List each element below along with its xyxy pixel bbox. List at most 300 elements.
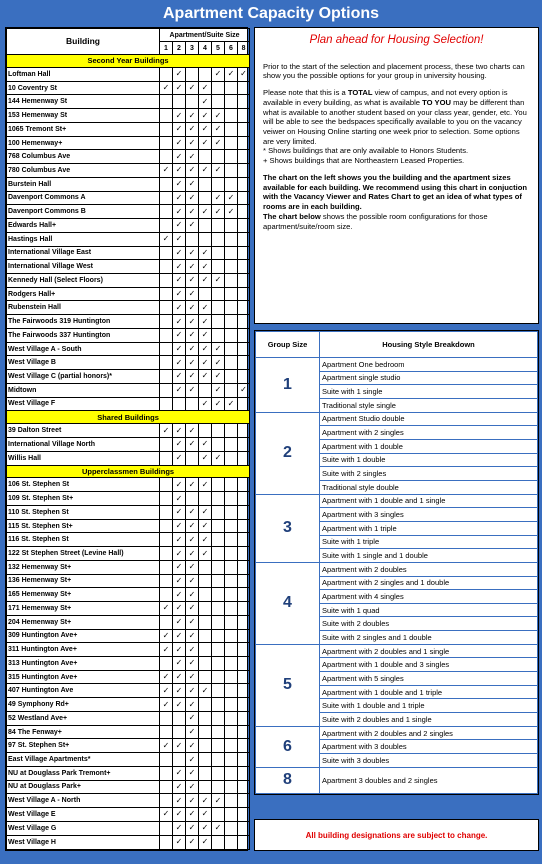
check-icon: ✓ xyxy=(186,794,199,808)
check-icon: ✓ xyxy=(186,711,199,725)
empty-cell xyxy=(212,505,225,519)
empty-cell xyxy=(160,588,173,602)
check-icon: ✓ xyxy=(199,370,212,384)
check-icon: ✓ xyxy=(186,657,199,671)
table-row xyxy=(7,574,250,588)
building-name: 768 Columbus Ave xyxy=(7,150,160,164)
check-icon: ✓ xyxy=(199,205,212,219)
empty-cell xyxy=(160,835,173,849)
empty-cell xyxy=(173,711,186,725)
empty-cell xyxy=(160,478,173,492)
check-icon: ✓ xyxy=(186,342,199,356)
empty-cell xyxy=(225,588,238,602)
empty-cell xyxy=(199,753,212,767)
housing-style: Apartment with 2 doubles xyxy=(320,562,538,576)
empty-cell xyxy=(238,260,250,274)
check-icon: ✓ xyxy=(173,342,186,356)
check-icon: ✓ xyxy=(199,519,212,533)
empty-cell xyxy=(160,301,173,315)
empty-cell xyxy=(199,602,212,616)
check-icon: ✓ xyxy=(199,533,212,547)
check-icon: ✓ xyxy=(199,95,212,109)
building-name: 97 St. Stephen St+ xyxy=(7,739,160,753)
building-name: 39 Dalton Street xyxy=(7,424,160,438)
housing-style: Apartment with 1 double and 3 singles xyxy=(320,658,538,672)
housing-style: Apartment with 3 singles xyxy=(320,508,538,522)
empty-cell xyxy=(212,780,225,794)
empty-cell xyxy=(212,519,225,533)
empty-cell xyxy=(225,287,238,301)
housing-style: Apartment with 1 double and 1 triple xyxy=(320,685,538,699)
empty-cell xyxy=(225,657,238,671)
empty-cell xyxy=(238,205,250,219)
check-icon: ✓ xyxy=(186,505,199,519)
style-row xyxy=(256,562,538,576)
empty-cell xyxy=(173,753,186,767)
check-icon: ✓ xyxy=(186,424,199,438)
empty-cell xyxy=(160,370,173,384)
check-icon: ✓ xyxy=(173,684,186,698)
empty-cell xyxy=(212,328,225,342)
check-icon: ✓ xyxy=(173,356,186,370)
check-icon: ✓ xyxy=(173,657,186,671)
building-size-table xyxy=(5,27,248,851)
check-icon: ✓ xyxy=(173,492,186,506)
check-icon: ✓ xyxy=(173,560,186,574)
empty-cell xyxy=(199,766,212,780)
table-row xyxy=(7,315,250,329)
building-name: International Village West xyxy=(7,260,160,274)
check-icon: ✓ xyxy=(186,81,199,95)
check-icon: ✓ xyxy=(186,602,199,616)
empty-cell xyxy=(238,397,250,411)
empty-cell xyxy=(238,177,250,191)
check-icon: ✓ xyxy=(160,424,173,438)
table-row xyxy=(7,122,250,136)
empty-cell xyxy=(199,780,212,794)
intro-paragraph-2: Please note that this is a TOTAL view of campus, and not every option is available in every building, as what is available TO YOU may be different than what is available to another student based on your class year, gender, etc. You will be able to see the bedspaces specifically available to you on the vacancy veiwer on Housing Online starting one week prior to selection. Some options are very limited. * Shows buildings that are only available to Honors Students. + Shows buildings that are Northeastern Leased Properties. xyxy=(263,88,527,166)
empty-cell xyxy=(238,588,250,602)
building-name: NU at Douglass Park Tremont+ xyxy=(7,766,160,780)
group-size-2: 2 xyxy=(256,412,320,494)
check-icon: ✓ xyxy=(186,356,199,370)
empty-cell xyxy=(173,95,186,109)
empty-cell xyxy=(238,122,250,136)
empty-cell xyxy=(212,670,225,684)
check-icon: ✓ xyxy=(173,602,186,616)
check-icon: ✓ xyxy=(199,136,212,150)
check-icon: ✓ xyxy=(173,478,186,492)
empty-cell xyxy=(160,753,173,767)
empty-cell xyxy=(212,725,225,739)
check-icon: ✓ xyxy=(186,109,199,123)
empty-cell xyxy=(238,574,250,588)
building-name: West Village E xyxy=(7,808,160,822)
housing-style: Suite with 2 singles xyxy=(320,467,538,481)
building-column-header: Building xyxy=(7,29,160,55)
check-icon: ✓ xyxy=(199,835,212,849)
check-icon: ✓ xyxy=(186,725,199,739)
size-column-6: 6 xyxy=(225,42,238,55)
style-row xyxy=(256,767,538,793)
empty-cell xyxy=(225,835,238,849)
empty-cell xyxy=(212,315,225,329)
empty-cell xyxy=(199,232,212,246)
empty-cell xyxy=(238,219,250,233)
empty-cell xyxy=(225,808,238,822)
check-icon: ✓ xyxy=(173,219,186,233)
housing-style: Apartment single studio xyxy=(320,371,538,385)
housing-style: Suite with 2 singles and 1 double xyxy=(320,631,538,645)
check-icon: ✓ xyxy=(212,451,225,465)
empty-cell xyxy=(199,287,212,301)
empty-cell xyxy=(212,287,225,301)
check-icon: ✓ xyxy=(173,328,186,342)
table-row xyxy=(7,753,250,767)
empty-cell xyxy=(160,205,173,219)
empty-cell xyxy=(212,219,225,233)
table-row xyxy=(7,150,250,164)
building-name: Willis Hall xyxy=(7,451,160,465)
check-icon: ✓ xyxy=(186,560,199,574)
check-icon: ✓ xyxy=(173,136,186,150)
empty-cell xyxy=(199,588,212,602)
housing-style: Suite with 2 doubles xyxy=(320,617,538,631)
table-row xyxy=(7,684,250,698)
table-row xyxy=(7,478,250,492)
table-row xyxy=(7,177,250,191)
group-size-8: 8 xyxy=(256,767,320,793)
building-name: Rodgers Hall+ xyxy=(7,287,160,301)
building-name: 115 St. Stephen St+ xyxy=(7,519,160,533)
table-row xyxy=(7,273,250,287)
empty-cell xyxy=(212,643,225,657)
check-icon: ✓ xyxy=(199,808,212,822)
check-icon: ✓ xyxy=(186,780,199,794)
empty-cell xyxy=(186,492,199,506)
empty-cell xyxy=(160,492,173,506)
empty-cell xyxy=(212,835,225,849)
empty-cell xyxy=(199,711,212,725)
check-icon: ✓ xyxy=(173,67,186,81)
empty-cell xyxy=(186,95,199,109)
empty-cell xyxy=(238,547,250,561)
style-row xyxy=(256,644,538,658)
empty-cell xyxy=(160,711,173,725)
empty-cell xyxy=(212,478,225,492)
empty-cell xyxy=(212,753,225,767)
building-name: 52 Westland Ave+ xyxy=(7,711,160,725)
building-name: 171 Hemenway St+ xyxy=(7,602,160,616)
empty-cell xyxy=(160,821,173,835)
empty-cell xyxy=(238,95,250,109)
check-icon: ✓ xyxy=(173,191,186,205)
empty-cell xyxy=(238,794,250,808)
housing-style: Traditional style double xyxy=(320,480,538,494)
check-icon: ✓ xyxy=(186,643,199,657)
building-name: 109 St. Stephen St+ xyxy=(7,492,160,506)
empty-cell xyxy=(160,342,173,356)
housing-style: Apartment with 4 singles xyxy=(320,590,538,604)
building-name: 110 St. Stephen St xyxy=(7,505,160,519)
check-icon: ✓ xyxy=(186,177,199,191)
building-name: 165 Hemenway St+ xyxy=(7,588,160,602)
empty-cell xyxy=(160,574,173,588)
empty-cell xyxy=(160,136,173,150)
size-column-2: 2 xyxy=(173,42,186,55)
empty-cell xyxy=(212,547,225,561)
table-row xyxy=(7,643,250,657)
table-row xyxy=(7,164,250,178)
empty-cell xyxy=(238,273,250,287)
empty-cell xyxy=(199,67,212,81)
empty-cell xyxy=(199,150,212,164)
empty-cell xyxy=(160,533,173,547)
building-name: 407 Huntington Ave xyxy=(7,684,160,698)
building-name: Loftman Hall xyxy=(7,67,160,81)
check-icon: ✓ xyxy=(186,191,199,205)
empty-cell xyxy=(160,122,173,136)
spacer-bar xyxy=(254,795,539,818)
empty-cell xyxy=(212,533,225,547)
check-icon: ✓ xyxy=(199,505,212,519)
building-name: International Village East xyxy=(7,246,160,260)
empty-cell xyxy=(225,615,238,629)
table-row xyxy=(7,438,250,452)
empty-cell xyxy=(238,615,250,629)
style-row xyxy=(256,494,538,508)
check-icon: ✓ xyxy=(186,478,199,492)
check-icon: ✓ xyxy=(186,328,199,342)
empty-cell xyxy=(225,356,238,370)
check-icon: ✓ xyxy=(238,67,250,81)
empty-cell xyxy=(212,424,225,438)
building-name: 313 Huntington Ave+ xyxy=(7,657,160,671)
check-icon: ✓ xyxy=(173,177,186,191)
table-row xyxy=(7,739,250,753)
empty-cell xyxy=(160,260,173,274)
building-name: Midtown xyxy=(7,383,160,397)
empty-cell xyxy=(160,766,173,780)
empty-cell xyxy=(199,670,212,684)
empty-cell xyxy=(238,657,250,671)
building-name: Kennedy Hall (Select Floors) xyxy=(7,273,160,287)
check-icon: ✓ xyxy=(199,301,212,315)
empty-cell xyxy=(238,698,250,712)
check-icon: ✓ xyxy=(199,273,212,287)
section-header: Second Year Buildings xyxy=(7,55,250,68)
empty-cell xyxy=(212,684,225,698)
check-icon: ✓ xyxy=(186,629,199,643)
empty-cell xyxy=(238,246,250,260)
check-icon: ✓ xyxy=(212,383,225,397)
check-icon: ✓ xyxy=(186,533,199,547)
housing-style: Apartment 3 doubles and 2 singles xyxy=(320,767,538,793)
empty-cell xyxy=(238,670,250,684)
check-icon: ✓ xyxy=(173,451,186,465)
empty-cell xyxy=(225,739,238,753)
empty-cell xyxy=(225,273,238,287)
empty-cell xyxy=(238,356,250,370)
empty-cell xyxy=(225,383,238,397)
table-row xyxy=(7,533,250,547)
empty-cell xyxy=(225,670,238,684)
empty-cell xyxy=(160,191,173,205)
empty-cell xyxy=(238,301,250,315)
table-row xyxy=(7,383,250,397)
building-name: 204 Hemenway St+ xyxy=(7,615,160,629)
check-icon: ✓ xyxy=(199,81,212,95)
housing-style: Suite with 1 triple xyxy=(320,535,538,549)
empty-cell xyxy=(212,698,225,712)
housing-style: Apartment with 1 double and 1 single xyxy=(320,494,538,508)
building-name: Davenport Commons B xyxy=(7,205,160,219)
empty-cell xyxy=(199,725,212,739)
empty-cell xyxy=(225,780,238,794)
table-row xyxy=(7,424,250,438)
building-name: 780 Columbus Ave xyxy=(7,164,160,178)
table-row xyxy=(7,725,250,739)
empty-cell xyxy=(199,615,212,629)
check-icon: ✓ xyxy=(212,370,225,384)
check-icon: ✓ xyxy=(225,67,238,81)
empty-cell xyxy=(238,519,250,533)
building-name: 10 Coventry St xyxy=(7,81,160,95)
empty-cell xyxy=(238,643,250,657)
check-icon: ✓ xyxy=(212,273,225,287)
empty-cell xyxy=(212,177,225,191)
leased-note: + Shows buildings that are Northeastern Leased Properties. xyxy=(263,156,465,166)
table-row xyxy=(7,342,250,356)
empty-cell xyxy=(225,711,238,725)
check-icon: ✓ xyxy=(212,794,225,808)
empty-cell xyxy=(212,615,225,629)
table-row xyxy=(7,356,250,370)
housing-style: Apartment with 5 singles xyxy=(320,672,538,686)
check-icon: ✓ xyxy=(173,821,186,835)
check-icon: ✓ xyxy=(199,109,212,123)
empty-cell xyxy=(160,547,173,561)
check-icon: ✓ xyxy=(173,835,186,849)
style-row xyxy=(256,726,538,740)
check-icon: ✓ xyxy=(173,438,186,452)
style-row xyxy=(256,412,538,426)
empty-cell xyxy=(199,739,212,753)
empty-cell xyxy=(160,780,173,794)
table-row xyxy=(7,397,250,411)
check-icon: ✓ xyxy=(173,164,186,178)
empty-cell xyxy=(160,657,173,671)
check-icon: ✓ xyxy=(199,451,212,465)
table-row xyxy=(7,519,250,533)
empty-cell xyxy=(238,109,250,123)
table-row xyxy=(7,780,250,794)
empty-cell xyxy=(238,315,250,329)
empty-cell xyxy=(225,574,238,588)
empty-cell xyxy=(238,780,250,794)
check-icon: ✓ xyxy=(186,547,199,561)
table-row xyxy=(7,451,250,465)
check-icon: ✓ xyxy=(212,164,225,178)
check-icon: ✓ xyxy=(225,191,238,205)
empty-cell xyxy=(212,438,225,452)
empty-cell xyxy=(238,753,250,767)
empty-cell xyxy=(225,109,238,123)
empty-cell xyxy=(238,370,250,384)
check-icon: ✓ xyxy=(173,739,186,753)
check-icon: ✓ xyxy=(186,122,199,136)
check-icon: ✓ xyxy=(173,260,186,274)
check-icon: ✓ xyxy=(199,356,212,370)
check-icon: ✓ xyxy=(160,698,173,712)
housing-style: Apartment with 2 doubles and 1 single xyxy=(320,644,538,658)
check-icon: ✓ xyxy=(160,81,173,95)
empty-cell xyxy=(238,342,250,356)
building-name: 136 Hemenway St+ xyxy=(7,574,160,588)
table-row xyxy=(7,287,250,301)
check-icon: ✓ xyxy=(186,753,199,767)
check-icon: ✓ xyxy=(225,205,238,219)
empty-cell xyxy=(225,164,238,178)
empty-cell xyxy=(238,424,250,438)
empty-cell xyxy=(212,95,225,109)
table-row xyxy=(7,246,250,260)
empty-cell xyxy=(225,492,238,506)
table-row xyxy=(7,657,250,671)
check-icon: ✓ xyxy=(173,615,186,629)
empty-cell xyxy=(160,287,173,301)
empty-cell xyxy=(199,424,212,438)
check-icon: ✓ xyxy=(173,81,186,95)
table-row xyxy=(7,670,250,684)
check-icon: ✓ xyxy=(199,794,212,808)
empty-cell xyxy=(225,519,238,533)
housing-style: Apartment with 2 doubles and 2 singles xyxy=(320,726,538,740)
empty-cell xyxy=(225,766,238,780)
check-icon: ✓ xyxy=(186,519,199,533)
empty-cell xyxy=(160,273,173,287)
check-icon: ✓ xyxy=(160,643,173,657)
check-icon: ✓ xyxy=(173,150,186,164)
empty-cell xyxy=(225,81,238,95)
empty-cell xyxy=(212,657,225,671)
building-name: West Village A - North xyxy=(7,794,160,808)
check-icon: ✓ xyxy=(225,397,238,411)
size-column-8: 8 xyxy=(238,42,250,55)
empty-cell xyxy=(199,177,212,191)
style-row xyxy=(256,358,538,372)
table-row xyxy=(7,808,250,822)
check-icon: ✓ xyxy=(186,273,199,287)
check-icon: ✓ xyxy=(160,164,173,178)
empty-cell xyxy=(225,821,238,835)
empty-cell xyxy=(238,821,250,835)
check-icon: ✓ xyxy=(173,547,186,561)
empty-cell xyxy=(199,191,212,205)
check-icon: ✓ xyxy=(238,383,250,397)
empty-cell xyxy=(160,560,173,574)
empty-cell xyxy=(238,478,250,492)
empty-cell xyxy=(199,657,212,671)
check-icon: ✓ xyxy=(212,205,225,219)
check-icon: ✓ xyxy=(186,205,199,219)
empty-cell xyxy=(225,246,238,260)
building-name: West Village G xyxy=(7,821,160,835)
check-icon: ✓ xyxy=(173,505,186,519)
table-row xyxy=(7,629,250,643)
housing-style: Traditional style single xyxy=(320,398,538,412)
intro-heading: Plan ahead for Housing Selection! xyxy=(309,34,484,46)
